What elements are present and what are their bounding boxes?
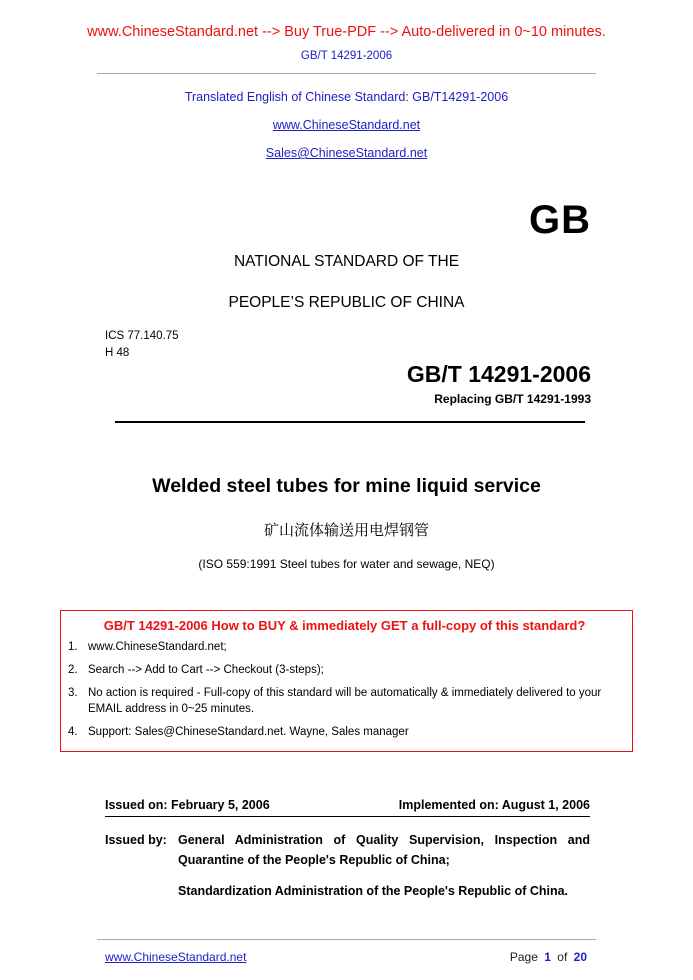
standard-number: GB/T 14291-2006 xyxy=(406,361,591,388)
issued-on-date: Issued on: February 5, 2006 xyxy=(105,797,270,812)
translated-title: Translated English of Chinese Standard: GB/T14291-2006 xyxy=(184,90,509,104)
email-link[interactable]: Sales@ChineseStandard.net xyxy=(265,146,428,160)
buy-step xyxy=(66,685,623,718)
issued-by-label: Issued by: xyxy=(105,832,167,847)
replacing-note: Replacing GB/T 14291-1993 xyxy=(434,392,591,407)
class-code: H 48 xyxy=(105,346,130,359)
header-divider xyxy=(97,73,596,74)
page-footer xyxy=(105,950,590,964)
national-standard-line2: PEOPLE’S REPUBLIC OF CHINA xyxy=(228,294,465,311)
buy-step-number: 2. xyxy=(68,664,78,677)
page-total: 20 xyxy=(573,950,587,964)
implemented-on-date: Implemented on: August 1, 2006 xyxy=(398,797,590,812)
site-link[interactable]: www.ChineseStandard.net xyxy=(272,118,421,132)
buy-step-text: Search --> Add to Cart --> Checkout (3-steps); xyxy=(88,664,324,677)
page-indicator xyxy=(510,950,590,964)
buy-box-title: GB/T 14291-2006 How to BUY & immediately GET a full-copy of this standard? xyxy=(103,618,586,634)
document-title-en: Welded steel tubes for mine liquid service xyxy=(152,475,541,498)
buy-instructions-box xyxy=(60,610,633,751)
iso-reference: (ISO 559:1991 Steel tubes for water and sewage, NEQ) xyxy=(198,557,495,572)
publication-dates-row xyxy=(105,798,590,817)
footer-divider xyxy=(97,939,596,940)
issuer-primary: General Administration of Quality Supervision, Inspection and Quarantine of the People's Republic of China; xyxy=(178,832,590,868)
page-of-label: of xyxy=(557,950,568,964)
standard-code-small: GB/T 14291-2006 xyxy=(300,50,393,62)
buy-step-number: 3. xyxy=(68,686,78,699)
page-label: Page xyxy=(509,950,538,964)
buy-step-text: Support: Sales@ChineseStandard.net. Wayne, Sales manager xyxy=(88,726,409,739)
buy-step xyxy=(66,639,623,656)
national-standard-line1: NATIONAL STANDARD OF THE xyxy=(233,253,460,270)
title-divider xyxy=(115,421,585,423)
classification-block xyxy=(105,328,693,361)
ics-code: ICS 77.140.75 xyxy=(105,330,179,342)
promo-banner: www.ChineseStandard.net --> Buy True-PDF --> Auto-delivered in 0~10 minutes. xyxy=(87,24,606,40)
issued-by-block xyxy=(105,830,590,871)
document-title-zh: 矿山流体输送用电焊钢管 xyxy=(263,521,429,540)
gb-logo: GB xyxy=(529,198,591,242)
buy-step-number: 4. xyxy=(68,726,78,739)
buy-step-text: www.ChineseStandard.net; xyxy=(88,641,227,654)
buy-step-text: No action is required - Full-copy of this standard will be automatically & immediately delivered to your EMAIL address in 0~25 minutes. xyxy=(88,686,602,716)
footer-site-link[interactable]: www.ChineseStandard.net xyxy=(105,950,247,964)
buy-step-number: 1. xyxy=(68,641,78,654)
buy-step xyxy=(66,662,623,679)
buy-step xyxy=(66,724,623,741)
issuer-secondary: Standardization Administration of the People's Republic of China. xyxy=(178,883,569,898)
page-number: 1 xyxy=(544,950,551,964)
